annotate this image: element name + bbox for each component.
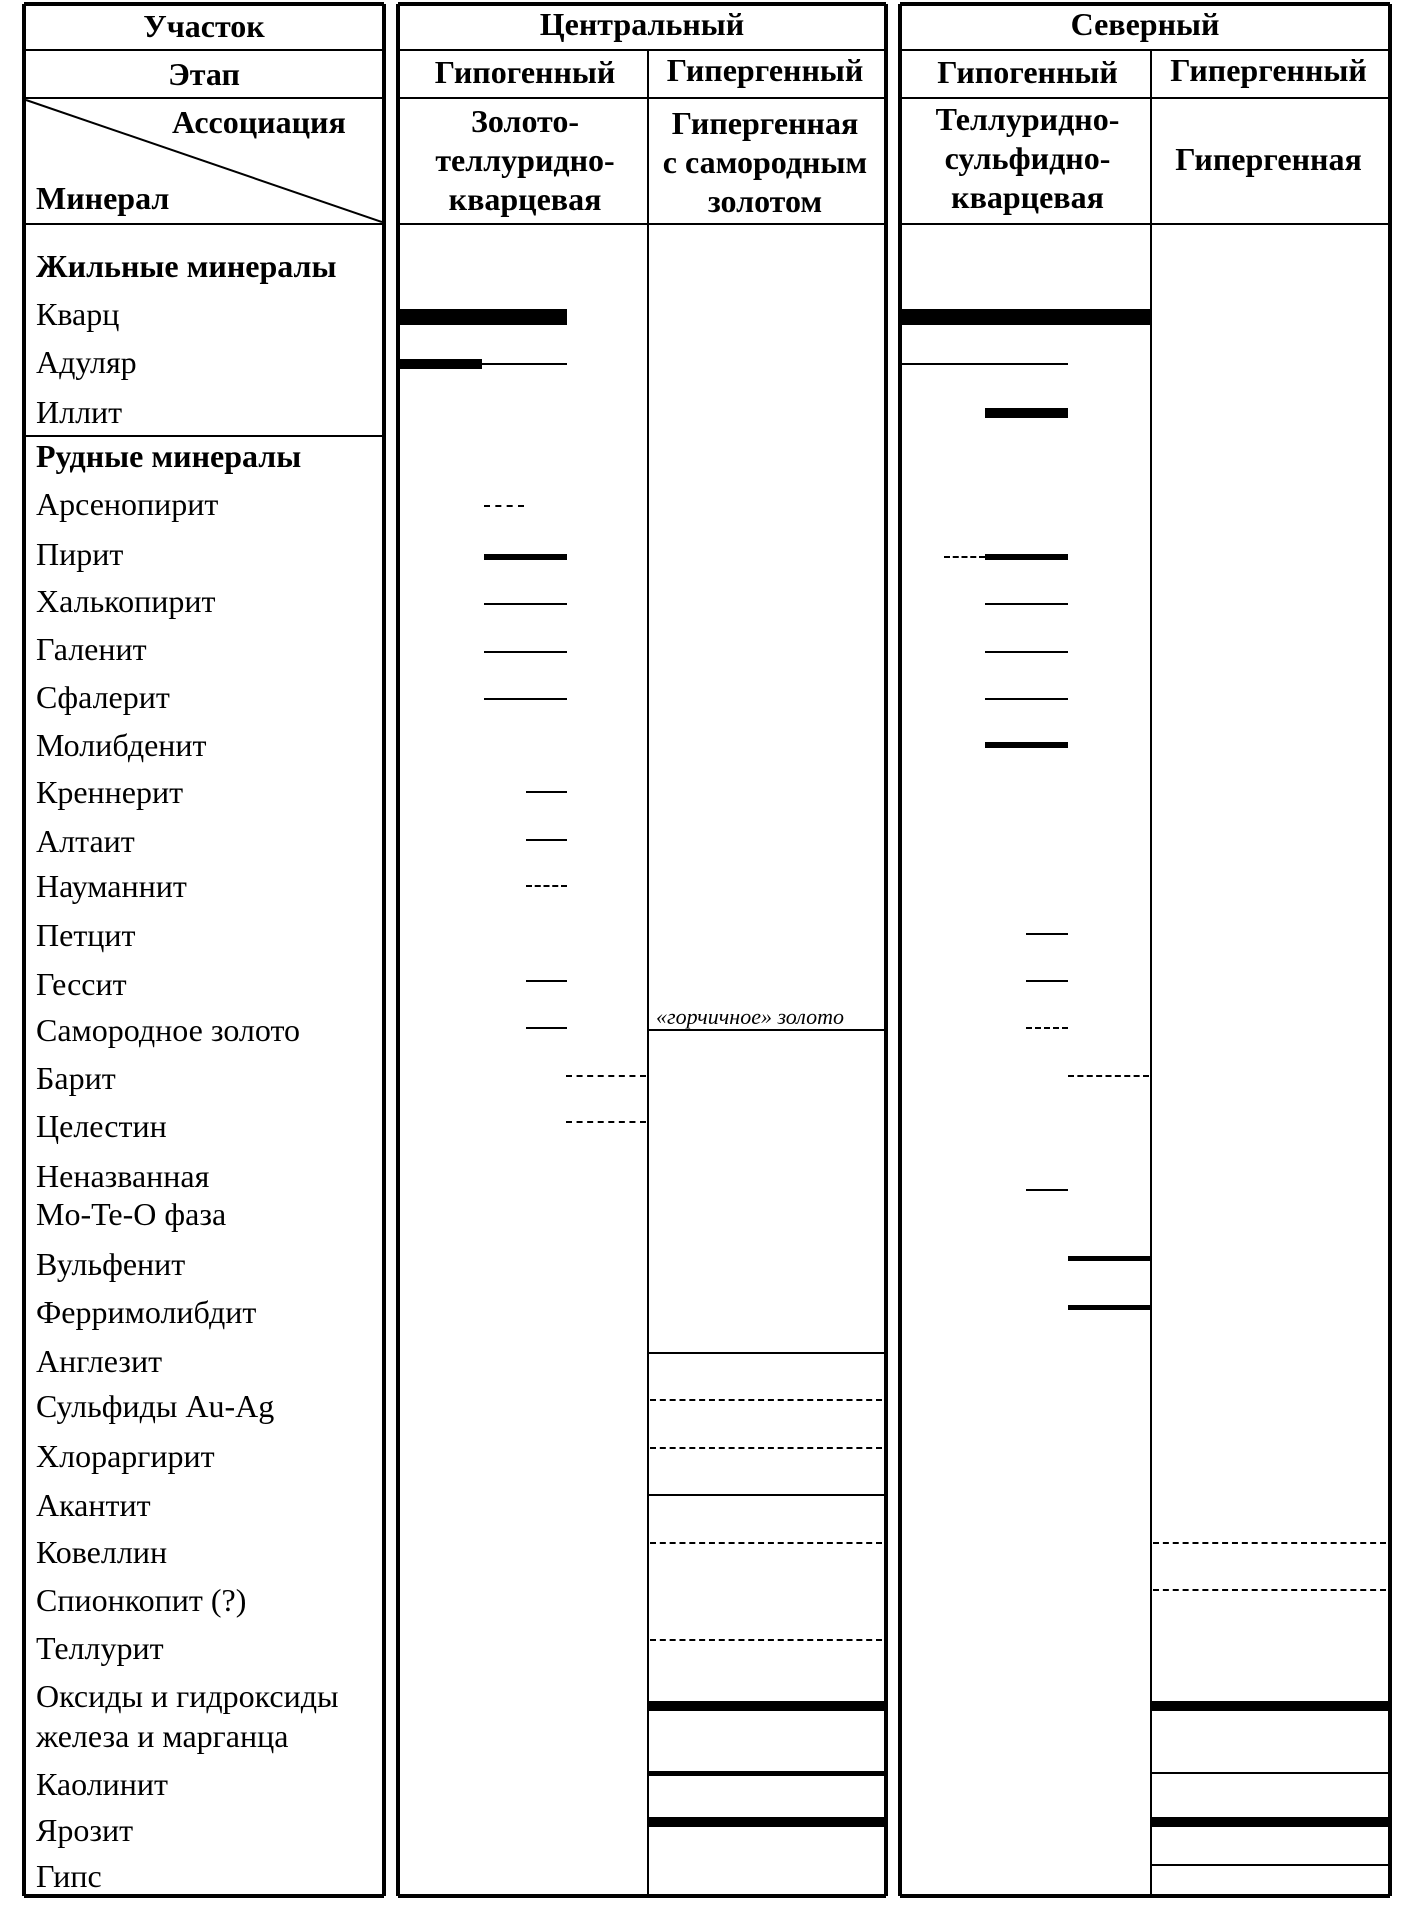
bar-quartz-central: [400, 309, 567, 325]
header-stage-label: Этап: [168, 56, 240, 92]
category-vein-minerals: Жильные минералы: [36, 248, 337, 284]
mineral-label: Науманнит: [36, 868, 187, 904]
mineral-label: Арсенопирит: [36, 486, 219, 522]
bar-adularia-central-thin: [482, 363, 567, 365]
mineral-label: Сфалерит: [36, 679, 170, 715]
mineral-label: Гессит: [36, 966, 127, 1002]
central-hypergene-label: Гипергенный: [666, 52, 864, 88]
bar-quartz-north: [902, 309, 1151, 325]
bar-mo-te-o-phase-north: [1026, 1189, 1068, 1191]
bar-covellite-central: [650, 1542, 882, 1544]
mineral-label: Ферримолибдит: [36, 1294, 257, 1330]
bar-barite-north: [1068, 1075, 1149, 1077]
bar-jarosite-central: [648, 1817, 884, 1827]
bar-galena-central: [484, 651, 567, 653]
mineral-label: Барит: [36, 1060, 116, 1096]
header-mineral-label: Минерал: [36, 180, 170, 216]
mineral-label: Ярозит: [36, 1812, 134, 1848]
bar-covellite-north: [1153, 1542, 1386, 1544]
central-hypogene-association: Золото- теллуридно- кварцевая: [435, 103, 615, 217]
annotation-mustard-gold: «горчичное» золото: [656, 1004, 844, 1029]
mineral-label: Молибденит: [36, 727, 207, 763]
header-section-label: Участок: [143, 8, 265, 44]
central-hypergene-association: Гипергенная с самородным золотом: [662, 105, 868, 219]
mineral-label: Гипс: [36, 1858, 102, 1894]
bar-au-ag-sulfides-central: [650, 1399, 882, 1401]
bar-fe-mn-oxides-central: [648, 1701, 884, 1711]
bar-native-gold-north: [1026, 1027, 1068, 1029]
mineral-label: Mo-Te-O фаза: [36, 1196, 227, 1232]
bar-adularia-central: [400, 359, 482, 369]
bar-fe-mn-oxides-north: [1151, 1701, 1388, 1711]
bar-molybdenite-north: [985, 742, 1068, 748]
mineral-label: Хлораргирит: [36, 1438, 215, 1474]
mineral-label: Неназванная: [36, 1158, 210, 1194]
north-hypergene-label: Гипергенный: [1170, 52, 1367, 88]
bar-pyrite-central: [484, 554, 567, 560]
bar-naumannite-central: [526, 885, 567, 887]
bar-hessite-north: [1026, 980, 1068, 982]
bar-mustard-gold-central: [648, 1029, 884, 1031]
section-north-name: Северный: [1070, 6, 1220, 42]
header-association-label: Ассоциация: [172, 104, 346, 140]
north-hypergene-association: Гипергенная: [1175, 141, 1362, 177]
bar-tellurite-central: [650, 1639, 882, 1641]
north-hypogene-label: Гипогенный: [937, 54, 1118, 90]
bar-kaolinite-central: [648, 1771, 884, 1776]
bar-altaite-central: [526, 839, 567, 841]
bar-chalcopyrite-central: [484, 603, 567, 605]
central-hypogene-label: Гипогенный: [434, 54, 616, 90]
bar-chlorargyrite-central: [650, 1447, 882, 1449]
mineral-label: Самородное золото: [36, 1012, 301, 1048]
bar-galena-north: [985, 651, 1068, 653]
bar-wulfenite-north: [1068, 1256, 1151, 1261]
mineral-label: Креннерит: [36, 774, 184, 810]
category-ore-minerals: Рудные минералы: [36, 438, 302, 474]
bar-illite-north: [985, 408, 1068, 418]
bar-ferrimolybdite-north: [1068, 1305, 1151, 1310]
mineral-label: Оксиды и гидроксиды: [36, 1678, 339, 1714]
mineral-label: Халькопирит: [36, 583, 216, 619]
bar-gypsum-north: [1151, 1864, 1388, 1866]
mineral-label: Алтаит: [36, 823, 135, 859]
mineral-label: Спионкопит (?): [36, 1582, 247, 1618]
mineral-label: Адуляр: [36, 344, 137, 380]
bar-krennerite-central: [526, 791, 567, 793]
bar-hessite-central: [526, 980, 567, 982]
bar-petzite-north: [1026, 933, 1068, 935]
mineral-label: Англезит: [36, 1343, 163, 1379]
mineral-label: Теллурит: [36, 1630, 164, 1666]
mineral-label: Ковеллин: [36, 1534, 168, 1570]
bar-barite-central: [566, 1075, 646, 1077]
header-diagonal-stroke: [26, 100, 382, 222]
mineral-label: железа и марганца: [36, 1718, 289, 1754]
bar-spionkopite-north: [1153, 1589, 1386, 1591]
bar-jarosite-north: [1151, 1817, 1388, 1827]
bar-arsenopyrite-central: [484, 505, 524, 507]
bar-adularia-north: [902, 363, 1068, 365]
mineral-label: Вульфенит: [36, 1246, 186, 1282]
bar-chalcopyrite-north: [985, 603, 1068, 605]
mineral-label: Сульфиды Au-Ag: [36, 1388, 275, 1424]
mineral-label: Иллит: [36, 394, 123, 430]
mineral-label: Целестин: [36, 1108, 167, 1144]
mineral-label: Кварц: [36, 296, 120, 332]
mineral-label: Галенит: [36, 631, 147, 667]
bar-sphalerite-central: [484, 698, 567, 700]
mineral-label: Пирит: [36, 536, 124, 572]
bar-pyrite-north: [985, 554, 1068, 560]
bar-pyrite-north-dashed: [944, 556, 985, 558]
mineral-label: Каолинит: [36, 1766, 169, 1802]
section-central-name: Центральный: [539, 6, 745, 42]
bar-native-gold-central: [526, 1027, 567, 1029]
north-hypogene-association: Теллуридно- сульфидно- кварцевая: [935, 101, 1120, 215]
mineral-label: Акантит: [36, 1487, 151, 1523]
mineral-label: Петцит: [36, 917, 136, 953]
bar-sphalerite-north: [985, 698, 1068, 700]
bar-anglesite-central: [648, 1352, 884, 1354]
bar-celestine-central: [566, 1121, 646, 1123]
bar-kaolinite-north: [1151, 1772, 1388, 1774]
bar-acanthite-central: [648, 1494, 884, 1496]
